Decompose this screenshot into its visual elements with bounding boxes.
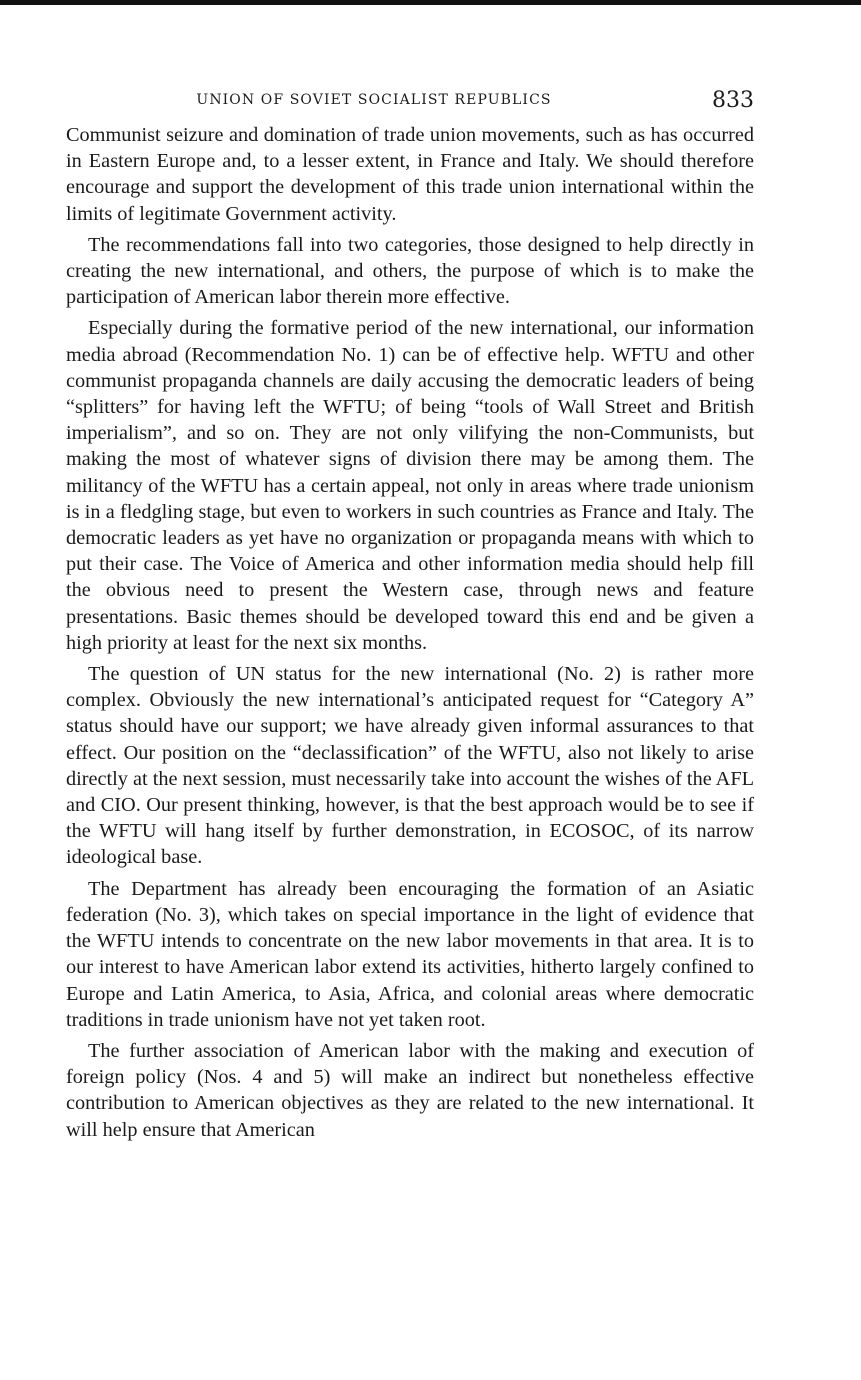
paragraph: The further association of American labor with the making and execution of foreign policy (Nos. 4 and 5) will make an indirect but nonetheless effective contribution to American objectives as they are related to the new international. It will help ensure that American — [66, 1039, 754, 1141]
paragraph: The Department has already been encouraging the formation of an Asiatic federation (No. 3), which takes on special importance in the light of evidence that the WFTU intends to concentrate on the new labor movements in that area. It is to our interest to have American labor extend its activities, hitherto largely confined to Europe and Latin America, to Asia, Africa, and colonial areas where democratic traditions in trade unionism have not yet taken root. — [66, 877, 754, 1031]
page-top-edge — [0, 0, 861, 5]
paragraph-continued: Communist seizure and domination of trade union movements, such as has occurred in Eastern Europe and, to a lesser extent, in France and Italy. We should therefore encourage and support the development of this trade union international within the limits of legitimate Government activity. — [66, 124, 754, 225]
paragraph: Especially during the formative period of the new international, our information media abroad (Recommendation No. 1) can be of effective help. WFTU and other communist propaganda channels are daily accusing the democratic leaders of being “splitters” for having left the WFTU; of being “tools of Wall Street and British imperialism”, and so on. They are not only vilifying the non-Communists, but making the most of whatever signs of division there may be among them. The militancy of the WFTU has a certain appeal, not only in areas where trade unionism is in a fledgling stage, but even to workers in such countries as France and Italy. The democratic leaders as yet have no organization or propaganda means with which to put their case. The Voice of America and other information media should help fill the obvious need to present the Western case, through news and feature presentations. Basic themes should be developed toward this end and be given a high priority at least for the next six months. — [66, 317, 754, 654]
body-text — [66, 122, 754, 1143]
page-number: 833 — [712, 88, 754, 113]
document-page — [66, 88, 754, 1148]
running-title: UNION OF SOVIET SOCIALIST REPUBLICS — [196, 92, 552, 108]
paragraph: The recommendations fall into two categories, those designed to help directly in creating the new international, and others, the purpose of which is to make the participation of American labor therein more effective. — [66, 233, 754, 309]
running-head — [66, 88, 754, 122]
paragraph: The question of UN status for the new international (No. 2) is rather more complex. Obviously the new international’s anticipated request for “Category A” status should have our support; we have already given informal assurances to that effect. Our position on the “declassification” of the WFTU, also not likely to arise directly at the next session, must necessarily take into account the wishes of the AFL and CIO. Our present thinking, however, is that the best approach would be to see if the WFTU will hang itself by further demonstration, in ECOSOC, of its narrow ideological base. — [66, 663, 754, 869]
